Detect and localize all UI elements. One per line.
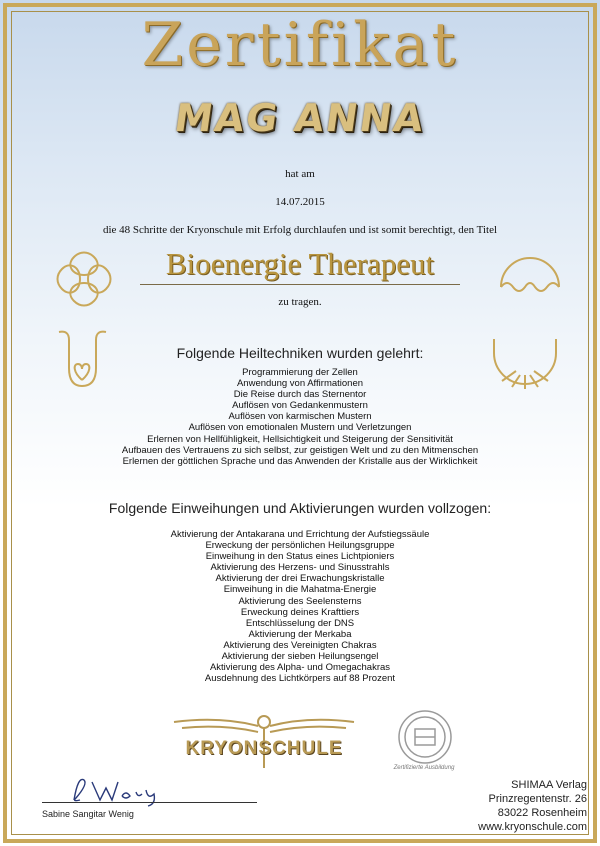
- publisher-name: SHIMAA Verlag: [511, 779, 587, 791]
- initiation-item: Aktivierung der Antakarana und Errichtung der Aufstiegssäule: [170, 529, 430, 540]
- initiation-item: Aktivierung der Merkaba: [248, 628, 352, 640]
- technique-item: Anwendung von Affirmationen: [236, 378, 364, 390]
- wave-circle-ornament-icon: [495, 243, 565, 301]
- technique-item: Programmierung der Zellen: [242, 367, 358, 378]
- technique-item: Aufbauen des Vertrauens zu sich selbst, zur geistigen Welt und zu den Mitmenschen: [121, 444, 479, 456]
- initiation-item: Erweckung deines Krafttiers: [240, 606, 360, 618]
- publisher-website: www.kryonschule.com: [478, 821, 587, 833]
- initiations-list: [0, 529, 600, 684]
- technique-item: Auflösen von karmischen Mustern: [228, 411, 372, 423]
- certificate-title: Zertifikat: [141, 10, 459, 80]
- technique-item: Erlernen von Hellfühligkeit, Hellsichtigkeit und Steigerung der Sensitivität: [147, 433, 453, 445]
- line-zu-tragen: zu tragen.: [278, 296, 322, 308]
- techniques-list: [0, 367, 600, 467]
- initiations-heading: Folgende Einweihungen und Aktivierungen wurden vollzogen:: [108, 500, 492, 516]
- seal-caption: Zertifizierte Ausbildung: [393, 765, 455, 771]
- logo-text: KRYONSCHULE: [185, 738, 343, 759]
- initiation-item: Aktivierung des Seelensterns: [238, 595, 362, 607]
- line-hat-am: hat am: [285, 168, 315, 180]
- recipient-name: MAG ANNA: [171, 96, 429, 140]
- technique-item: Auflösen von Gedankenmustern: [232, 400, 368, 412]
- certification-seal-icon: [390, 707, 460, 767]
- degree-title: Bioenergie Therapeut: [165, 246, 435, 281]
- initiation-item: Ausdehnung des Lichtkörpers auf 88 Prozent: [204, 673, 396, 685]
- publisher-city: 83022 Rosenheim: [497, 807, 587, 819]
- initiation-item: Aktivierung der drei Erwachungskristalle: [215, 573, 385, 585]
- technique-item: Auflösen von emotionalen Mustern und Verletzungen: [188, 422, 412, 434]
- initiation-item: Aktivierung des Alpha- und Omegachakras: [209, 662, 391, 674]
- initiation-item: Entschlüsselung der DNS: [245, 617, 355, 629]
- kryonschule-logo: [170, 712, 358, 774]
- signature-line: [42, 802, 257, 803]
- initiation-item: Aktivierung der sieben Heilungsengel: [221, 651, 379, 663]
- technique-item: Die Reise durch das Sternentor: [233, 389, 367, 401]
- handwritten-signature: [60, 770, 170, 810]
- technique-item: Erlernen der göttlichen Sprache und das Anwenden der Kristalle aus der Wirklichkeit: [122, 455, 478, 467]
- initiation-item: Aktivierung des Vereinigten Chakras: [223, 639, 377, 651]
- techniques-heading: Folgende Heiltechniken wurden gelehrt:: [176, 345, 424, 361]
- publisher-street: Prinzregentenstr. 26: [488, 793, 587, 805]
- initiation-item: Einweihung in den Status eines Lichtpioniers: [205, 551, 395, 563]
- flower-ornament-icon: [50, 245, 118, 313]
- completion-text: die 48 Schritte der Kryonschule mit Erfolg durchlaufen und ist somit berechtigt, den Titel: [102, 224, 498, 236]
- signature-name: Sabine Sangitar Wenig: [42, 809, 134, 819]
- initiation-item: Aktivierung des Herzens- und Sinusstrahls: [210, 562, 390, 574]
- initiation-item: Erweckung der persönlichen Heilungsgruppe: [205, 540, 395, 552]
- initiation-item: Einweihung in die Mahatma-Energie: [223, 584, 377, 596]
- degree-underline: [140, 284, 460, 285]
- publisher-address: [478, 778, 587, 834]
- certificate-date: 14.07.2015: [275, 196, 325, 208]
